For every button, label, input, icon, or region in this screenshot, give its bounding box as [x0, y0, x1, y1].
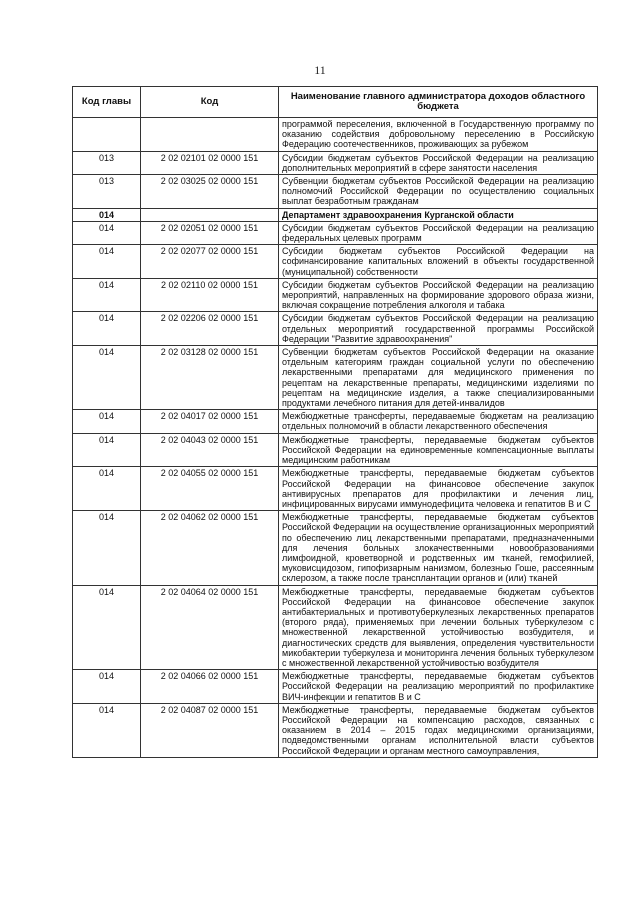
administrator-name-cell: Межбюджетные трансферты, передаваемые бюджетам субъектов Российской Федерации на компенсацию расходов, связанных с оказанием в 2014 – 2015 годах медицинскими организациями, подведомственными органам исполнительной власти субъектов Российской Федерации и органам местного самоуправления, — [279, 703, 598, 757]
budget-code-cell: 2 02 04043 02 0000 151 — [141, 433, 279, 467]
chapter-code-cell: 014 — [73, 346, 141, 410]
administrator-name-cell: программой переселения, включенной в Государственную программу по оказанию содействия добровольному переселению в Российскую Федерацию соотечественников, проживающих за рубежом — [279, 118, 598, 152]
administrator-name-cell: Субсидии бюджетам субъектов Российской Федерации на реализацию дополнительных мероприятий в сфере занятости населения — [279, 151, 598, 174]
administrator-name-cell: Субвенции бюджетам субъектов Российской Федерации на реализацию полномочий Российской Федерации по осуществлению социальных выплат безработным гражданам — [279, 175, 598, 209]
budget-code-cell: 2 02 03025 02 0000 151 — [141, 175, 279, 209]
chapter-code-cell: 013 — [73, 151, 141, 174]
table-row — [73, 511, 598, 585]
administrator-name-cell: Межбюджетные трансферты, передаваемые бюджетам субъектов Российской Федерации на финансовое обеспечение закупок антивирусных препаратов для профилактики и лечения лиц, инфицированных вирусами иммунодефицита человека и гепатитов В и С — [279, 467, 598, 511]
budget-code-cell: 2 02 03128 02 0000 151 — [141, 346, 279, 410]
chapter-code-cell: 014 — [73, 278, 141, 312]
budget-code-cell — [141, 208, 279, 221]
budget-code-cell: 2 02 04066 02 0000 151 — [141, 670, 279, 704]
table-row — [73, 221, 598, 244]
budget-code-cell: 2 02 04055 02 0000 151 — [141, 467, 279, 511]
administrator-name-cell: Межбюджетные трансферты, передаваемые бюджетам на реализацию отдельных полномочий в области лекарственного обеспечения — [279, 410, 598, 433]
table-row — [73, 118, 598, 152]
budget-code-cell: 2 02 02206 02 0000 151 — [141, 312, 279, 346]
table-row — [73, 410, 598, 433]
table-row — [73, 585, 598, 670]
table-row — [73, 433, 598, 467]
administrator-name-cell: Субсидии бюджетам субъектов Российской Федерации на реализацию федеральных целевых программ — [279, 221, 598, 244]
administrator-name-cell: Департамент здравоохранения Курганской области — [279, 208, 598, 221]
budget-code-cell: 2 02 04062 02 0000 151 — [141, 511, 279, 585]
table-row — [73, 151, 598, 174]
budget-code-cell: 2 02 04087 02 0000 151 — [141, 703, 279, 757]
table-row — [73, 245, 598, 279]
table-row — [73, 278, 598, 312]
administrator-name-cell: Субсидии бюджетам субъектов Российской Федерации на реализацию отдельных мероприятий государственной программы Российской Федерации "Развитие здравоохранения" — [279, 312, 598, 346]
chapter-code-cell: 014 — [73, 433, 141, 467]
chapter-code-cell: 014 — [73, 585, 141, 670]
chapter-code-cell: 014 — [73, 245, 141, 279]
chapter-code-cell: 014 — [73, 410, 141, 433]
revenue-administrators-table — [72, 86, 598, 758]
budget-code-cell: 2 02 02101 02 0000 151 — [141, 151, 279, 174]
table-row — [73, 703, 598, 757]
table-row — [73, 175, 598, 209]
header-chapter-code: Код главы — [73, 87, 141, 118]
administrator-name-cell: Межбюджетные трансферты, передаваемые бюджетам субъектов Российской Федерации на финансовое обеспечение закупок антибактериальных и противотуберкулезных лекарственных препаратов (второго ряда), применяемых при лечении больных туберкулезом с множественной лекарственной устойчивостью возбудителя, и диагностических средств для выявления, определения чувствительности микобактерии туберкулеза и мониторинга лечения больных туберкулезом с множественной лекарственной устойчивостью возбудителя — [279, 585, 598, 670]
chapter-code-cell: 014 — [73, 703, 141, 757]
administrator-name-cell: Межбюджетные трансферты, передаваемые бюджетам субъектов Российской Федерации на осуществление организационных мероприятий по обеспечению лиц лекарственными препаратами, предназначенными для лечения больных злокачественными новообразованиями лимфоидной, кроветворной и родственных им тканей, гемофилией, муковисцидозом, гипофизарным нанизмом, болезнью Гоше, рассеянным склерозом, а также после трансплантации органов и (или) тканей — [279, 511, 598, 585]
administrator-name-cell: Субсидии бюджетам субъектов Российской Федерации на софинансирование капитальных вложений в объекты государственной (муниципальной) собственности — [279, 245, 598, 279]
administrator-name-cell: Субвенции бюджетам субъектов Российской Федерации на оказание отдельным категориям граждан социальной услуги по обеспечению лекарственными препаратами для медицинского применения по рецептам на лекарственные препараты, медицинскими изделиями по рецептам на медицинские изделия, а также специализированными продуктами лечебного питания для детей-инвалидов — [279, 346, 598, 410]
table-row — [73, 346, 598, 410]
chapter-code-cell: 014 — [73, 467, 141, 511]
table-header-row — [73, 87, 598, 118]
chapter-code-cell — [73, 118, 141, 152]
header-name: Наименование главного администратора доходов областного бюджета — [279, 87, 598, 118]
budget-code-cell: 2 02 02051 02 0000 151 — [141, 221, 279, 244]
chapter-code-cell: 014 — [73, 511, 141, 585]
chapter-code-cell: 014 — [73, 670, 141, 704]
chapter-code-cell: 013 — [73, 175, 141, 209]
page-number: 11 — [314, 63, 326, 77]
table-row — [73, 467, 598, 511]
department-row — [73, 208, 598, 221]
administrator-name-cell: Межбюджетные трансферты, передаваемые бюджетам субъектов Российской Федерации на реализацию мероприятий по профилактике ВИЧ-инфекции и гепатитов В и С — [279, 670, 598, 704]
administrator-name-cell: Межбюджетные трансферты, передаваемые бюджетам субъектов Российской Федерации на единовременные компенсационные выплаты медицинским работникам — [279, 433, 598, 467]
budget-code-cell — [141, 118, 279, 152]
table-row — [73, 312, 598, 346]
table-row — [73, 670, 598, 704]
budget-code-cell: 2 02 04017 02 0000 151 — [141, 410, 279, 433]
budget-code-cell: 2 02 02077 02 0000 151 — [141, 245, 279, 279]
budget-code-cell: 2 02 02110 02 0000 151 — [141, 278, 279, 312]
chapter-code-cell: 014 — [73, 221, 141, 244]
header-code: Код — [141, 87, 279, 118]
administrator-name-cell: Субсидии бюджетам субъектов Российской Федерации на реализацию мероприятий, направленных на формирование здорового образа жизни, включая сокращение потребления алкоголя и табака — [279, 278, 598, 312]
budget-code-cell: 2 02 04064 02 0000 151 — [141, 585, 279, 670]
chapter-code-cell: 014 — [73, 312, 141, 346]
chapter-code-cell: 014 — [73, 208, 141, 221]
